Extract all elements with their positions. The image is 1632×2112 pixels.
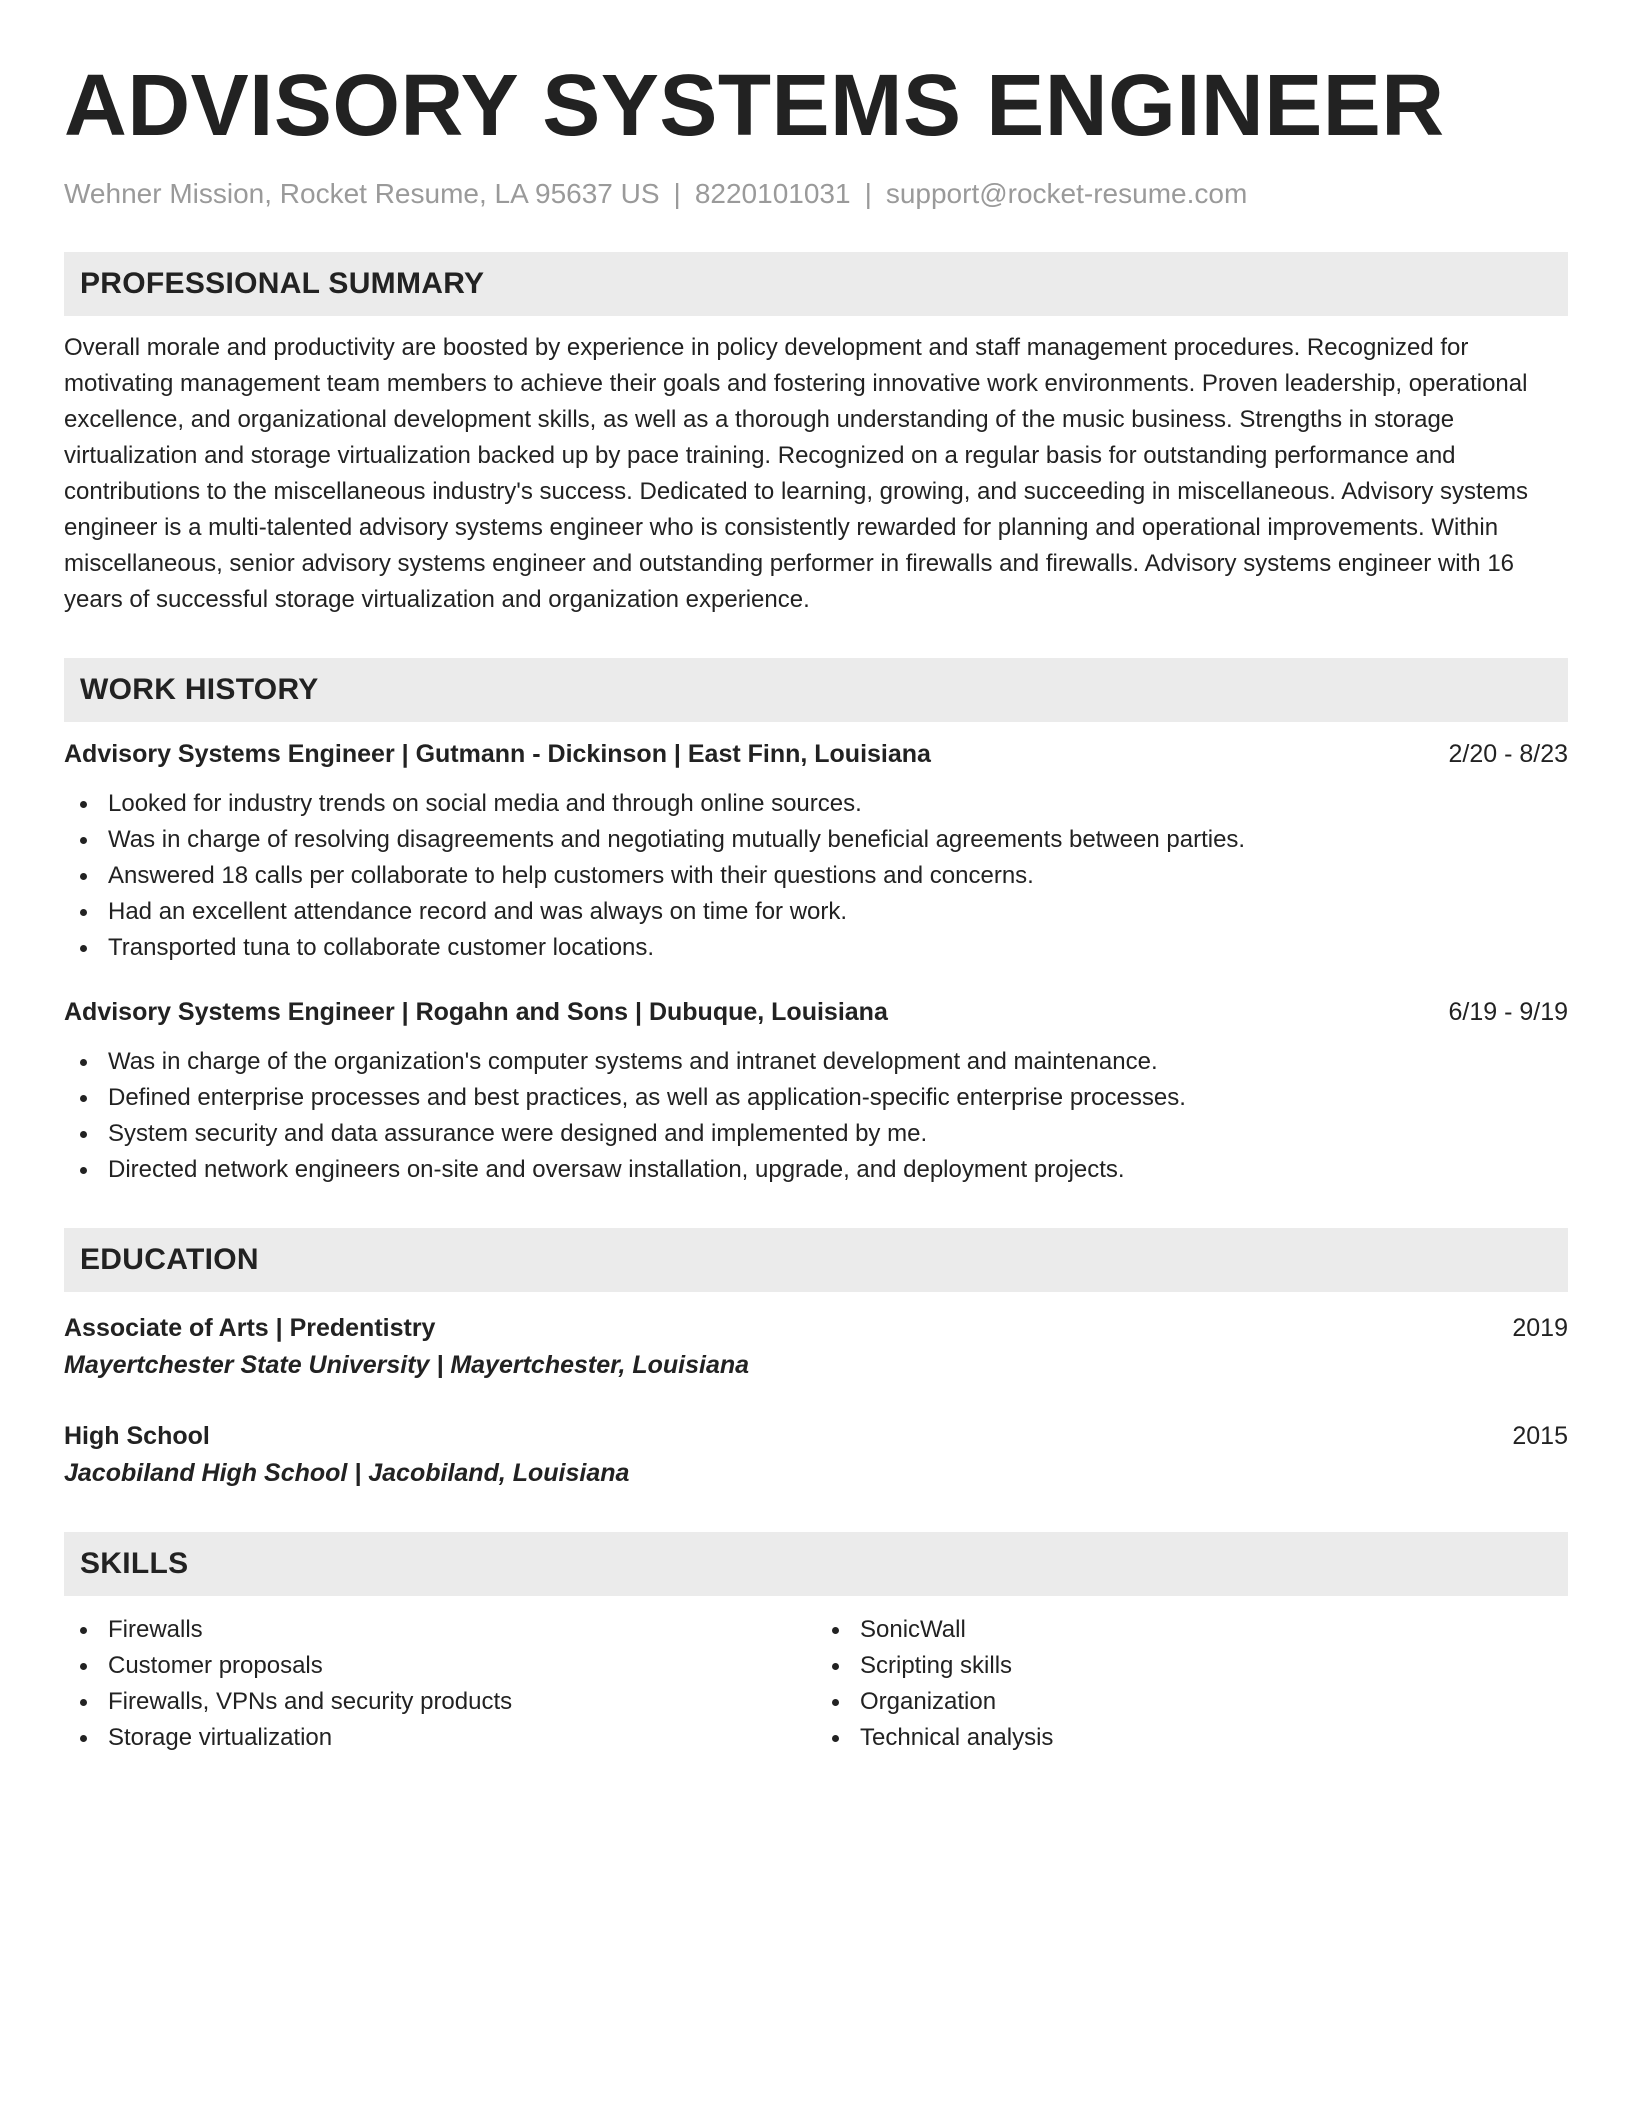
- contact-separator: |: [673, 178, 681, 209]
- skills-columns: [64, 1612, 1568, 1756]
- summary-section: [64, 252, 1568, 618]
- education-title: EDUCATION: [80, 1243, 259, 1276]
- skills-title: SKILLS: [80, 1547, 189, 1580]
- resume-name: ADVISORY SYSTEMS ENGINEER: [64, 57, 1445, 154]
- job-heading: Advisory Systems Engineer | Gutmann - Dickinson | East Finn, Louisiana: [64, 740, 931, 768]
- summary-text: Overall morale and productivity are boosted by experience in policy development and staff management procedures. Recognized for motivating management team members to achieve their goals and fostering innovative work environments. Proven leadership, operational excellence, and organizational development skills, as well as a thorough understanding of the music business. Strengths in storage virtualization and storage virtualization backed up by pace training. Recognized on a regular basis for outstanding performance and contributions to the miscellaneous industry's success. Dedicated to learning, growing, and succeeding in miscellaneous. Advisory systems engineer is a multi-talented advisory systems engineer who is consistently rewarded for planning and operational improvements. Within miscellaneous, senior advisory systems engineer and outstanding performer in firewalls and firewalls. Advisory systems engineer with 16 years of successful storage virtualization and organization experience.: [64, 334, 1528, 613]
- education-degree: High School: [64, 1422, 210, 1450]
- job-bullet: Transported tuna to collaborate customer locations.: [64, 930, 1568, 966]
- education-year: 2015: [1512, 1422, 1568, 1450]
- job-bullet: Defined enterprise processes and best practices, as well as application-specific enterprise processes.: [64, 1080, 1568, 1116]
- education-year: 2019: [1512, 1314, 1568, 1342]
- skills-header: [64, 1532, 1568, 1596]
- job-entry: [64, 994, 1568, 1188]
- summary-title: PROFESSIONAL SUMMARY: [80, 267, 485, 300]
- job-bullet: Answered 18 calls per collaborate to help customers with their questions and concerns.: [64, 858, 1568, 894]
- skill-item: Customer proposals: [64, 1648, 816, 1684]
- contact-line: [64, 176, 1568, 212]
- skill-item: Scripting skills: [816, 1648, 1568, 1684]
- work-title: WORK HISTORY: [80, 673, 319, 706]
- work-header: [64, 658, 1568, 722]
- education-section: [64, 1228, 1568, 1492]
- job-heading: Advisory Systems Engineer | Rogahn and Sons | Dubuque, Louisiana: [64, 998, 888, 1026]
- job-entry: [64, 736, 1568, 966]
- skill-item: Organization: [816, 1684, 1568, 1720]
- job-bullet: System security and data assurance were designed and implemented by me.: [64, 1116, 1568, 1152]
- skill-item: Firewalls: [64, 1612, 816, 1648]
- education-heading-row: [64, 1310, 1568, 1346]
- education-school: Jacobiland High School | Jacobiland, Louisiana: [64, 1459, 630, 1487]
- job-bullet: Directed network engineers on-site and oversaw installation, upgrade, and deployment projects.: [64, 1152, 1568, 1188]
- skills-column-right: [816, 1612, 1568, 1756]
- skill-item: Technical analysis: [816, 1720, 1568, 1756]
- skill-item: Storage virtualization: [64, 1720, 816, 1756]
- skill-item: SonicWall: [816, 1612, 1568, 1648]
- job-dates: 2/20 - 8/23: [1448, 740, 1568, 768]
- job-bullet: Looked for industry trends on social media and through online sources.: [64, 786, 1568, 822]
- education-entry: [64, 1418, 1568, 1492]
- job-bullet: Was in charge of the organization's computer systems and intranet development and maintenance.: [64, 1044, 1568, 1080]
- job-bullets: [64, 786, 1568, 966]
- education-entry: [64, 1310, 1568, 1384]
- job-bullets: [64, 1044, 1568, 1188]
- skills-list: [64, 1612, 816, 1756]
- education-school: Mayertchester State University | Mayertchester, Louisiana: [64, 1351, 750, 1379]
- education-degree: Associate of Arts | Predentistry: [64, 1314, 436, 1342]
- skills-list: [816, 1612, 1568, 1756]
- job-bullet: Had an excellent attendance record and was always on time for work.: [64, 894, 1568, 930]
- contact-separator: |: [864, 178, 872, 209]
- skill-item: Firewalls, VPNs and security products: [64, 1684, 816, 1720]
- contact-address: Wehner Mission, Rocket Resume, LA 95637 US: [64, 178, 660, 209]
- summary-header: [64, 252, 1568, 316]
- skills-section: [64, 1532, 1568, 1756]
- contact-email: support@rocket-resume.com: [885, 178, 1248, 209]
- skills-column-left: [64, 1612, 816, 1756]
- contact-phone: 8220101031: [694, 178, 851, 209]
- education-heading-row: [64, 1418, 1568, 1454]
- job-heading-row: [64, 736, 1568, 772]
- work-section: [64, 658, 1568, 1188]
- education-header: [64, 1228, 1568, 1292]
- job-bullet: Was in charge of resolving disagreements and negotiating mutually beneficial agreements between parties.: [64, 822, 1568, 858]
- job-heading-row: [64, 994, 1568, 1030]
- job-dates: 6/19 - 9/19: [1448, 998, 1568, 1026]
